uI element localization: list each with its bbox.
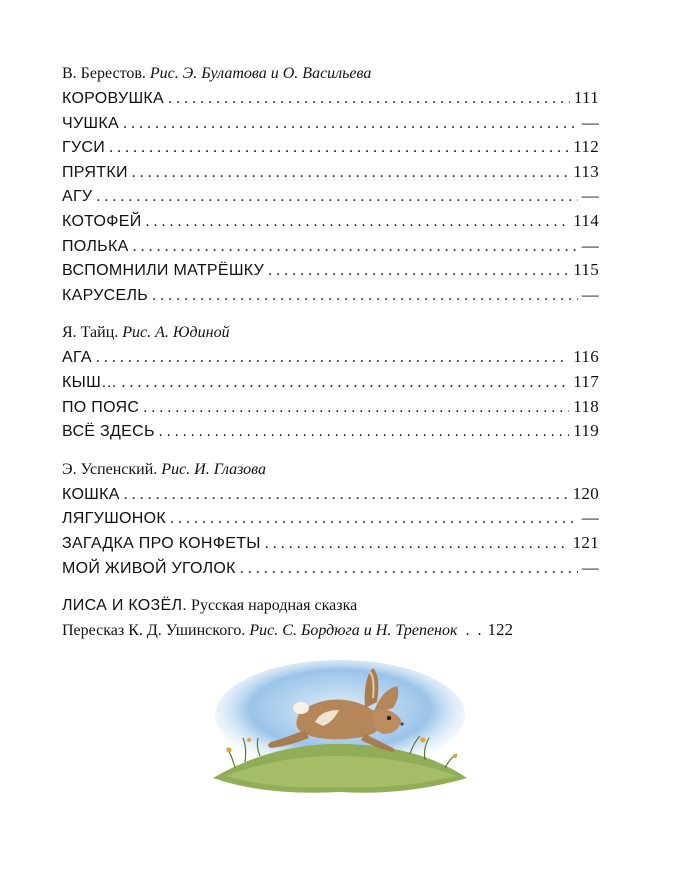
table-of-contents <box>62 62 599 657</box>
entry-page: 121 <box>572 532 599 552</box>
entry-page: 119 <box>573 421 599 441</box>
illustrators: Рис. А. Юдиной <box>122 324 230 342</box>
leader-dots <box>123 112 578 137</box>
toc-entry[interactable] <box>62 419 599 444</box>
entry-title: АГУ <box>62 188 93 206</box>
tale-illustrators: Рис. С. Бордюга и Н. Трепенок <box>249 622 458 640</box>
tale-title: ЛИСА И КОЗЁЛ. <box>62 597 188 615</box>
toc-entry[interactable] <box>62 135 599 160</box>
author-name: В. Берестов. <box>62 65 146 82</box>
leader-dots <box>159 420 569 445</box>
leader-dots <box>170 507 578 532</box>
author-name: Я. Тайц. <box>62 324 119 342</box>
tale-page: 122 <box>487 620 513 640</box>
toc-entry[interactable] <box>62 345 599 370</box>
entry-page: — <box>581 284 599 304</box>
leader-dots <box>240 557 578 582</box>
toc-entry[interactable] <box>62 184 599 209</box>
entry-title: ГУСИ <box>62 139 106 157</box>
toc-section <box>62 321 599 443</box>
toc-entry[interactable] <box>62 258 599 283</box>
entry-page: 118 <box>573 396 599 416</box>
entry-page: 111 <box>573 88 599 107</box>
toc-entry[interactable] <box>62 370 599 395</box>
entry-title: КЫШ… <box>62 373 118 391</box>
toc-tale-section[interactable] <box>62 594 599 643</box>
leader-dots <box>133 235 578 260</box>
leader-dots <box>121 371 569 396</box>
toc-entry[interactable] <box>62 556 599 581</box>
toc-entry[interactable] <box>62 506 599 531</box>
entry-title: АГА <box>62 349 92 367</box>
leader-dots <box>143 396 569 421</box>
leader-dots <box>152 284 578 309</box>
entry-page: 116 <box>573 347 599 367</box>
entry-page: — <box>581 557 599 577</box>
entry-page: 113 <box>573 161 599 181</box>
entry-title: КОТОФЕЙ <box>62 212 142 230</box>
entry-page: 115 <box>573 260 599 280</box>
toc-section <box>62 458 599 580</box>
leader-dots <box>168 87 570 112</box>
illustrators: Рис. Э. Булатова и О. Васильева <box>149 65 372 82</box>
entry-page: 117 <box>573 371 599 391</box>
entry-title: МОЙ ЖИВОЙ УГОЛОК <box>62 559 236 577</box>
toc-entry[interactable] <box>62 209 599 234</box>
leader-dots <box>124 483 569 508</box>
entry-page: 114 <box>573 210 599 230</box>
author-name: Э. Успенский. <box>62 460 158 478</box>
entry-page: — <box>581 186 599 206</box>
leader-dots <box>268 259 569 284</box>
tale-credits-line <box>62 618 599 643</box>
leader-dots <box>265 532 569 557</box>
toc-entry[interactable] <box>62 482 599 507</box>
entry-title: ПРЯТКИ <box>62 163 128 181</box>
toc-entry[interactable] <box>62 531 599 556</box>
section-author-line <box>62 321 599 345</box>
running-hare-illustration <box>205 650 475 800</box>
entry-page: 112 <box>573 137 599 157</box>
leader-dots <box>96 346 569 371</box>
toc-entry[interactable] <box>62 160 599 185</box>
illustrators: Рис. И. Глазова <box>161 460 267 478</box>
entry-title: КАРУСЕЛЬ <box>62 286 149 304</box>
leader-dots <box>132 161 569 186</box>
toc-entry[interactable] <box>62 283 599 308</box>
entry-title: ЧУШКА <box>62 114 119 132</box>
leader-dots <box>109 136 569 161</box>
entry-page: — <box>581 235 599 255</box>
section-author-line <box>62 458 599 482</box>
entry-title: ЛЯГУШОНОК <box>62 510 167 528</box>
entry-title: КОШКА <box>62 485 120 503</box>
entry-page: — <box>581 112 599 132</box>
section-author-line <box>62 62 599 86</box>
tale-subtitle: Русская народная сказка <box>191 597 358 615</box>
entry-title: ВСПОМНИЛИ МАТРЁШКУ <box>62 262 265 280</box>
leader-dots <box>146 210 570 235</box>
tale-title-line <box>62 594 599 618</box>
toc-entry[interactable] <box>62 111 599 136</box>
leader-dots <box>96 185 577 210</box>
entry-title: КОРОВУШКА <box>62 90 165 107</box>
entry-page: — <box>581 508 599 528</box>
tale-retelling: Пересказ К. Д. Ушинского. <box>62 622 246 640</box>
leader-dots: . . <box>465 622 484 640</box>
entry-title: ВСЁ ЗДЕСЬ <box>62 423 155 441</box>
entry-title: ПО ПОЯС <box>62 398 140 416</box>
toc-entry[interactable] <box>62 86 599 111</box>
toc-entry[interactable] <box>62 395 599 420</box>
entry-title: ПОЛЬКА <box>62 237 129 255</box>
toc-entry[interactable] <box>62 234 599 259</box>
toc-section <box>62 62 599 307</box>
entry-title: ЗАГАДКА ПРО КОНФЕТЫ <box>62 534 261 552</box>
entry-page: 120 <box>572 483 599 503</box>
